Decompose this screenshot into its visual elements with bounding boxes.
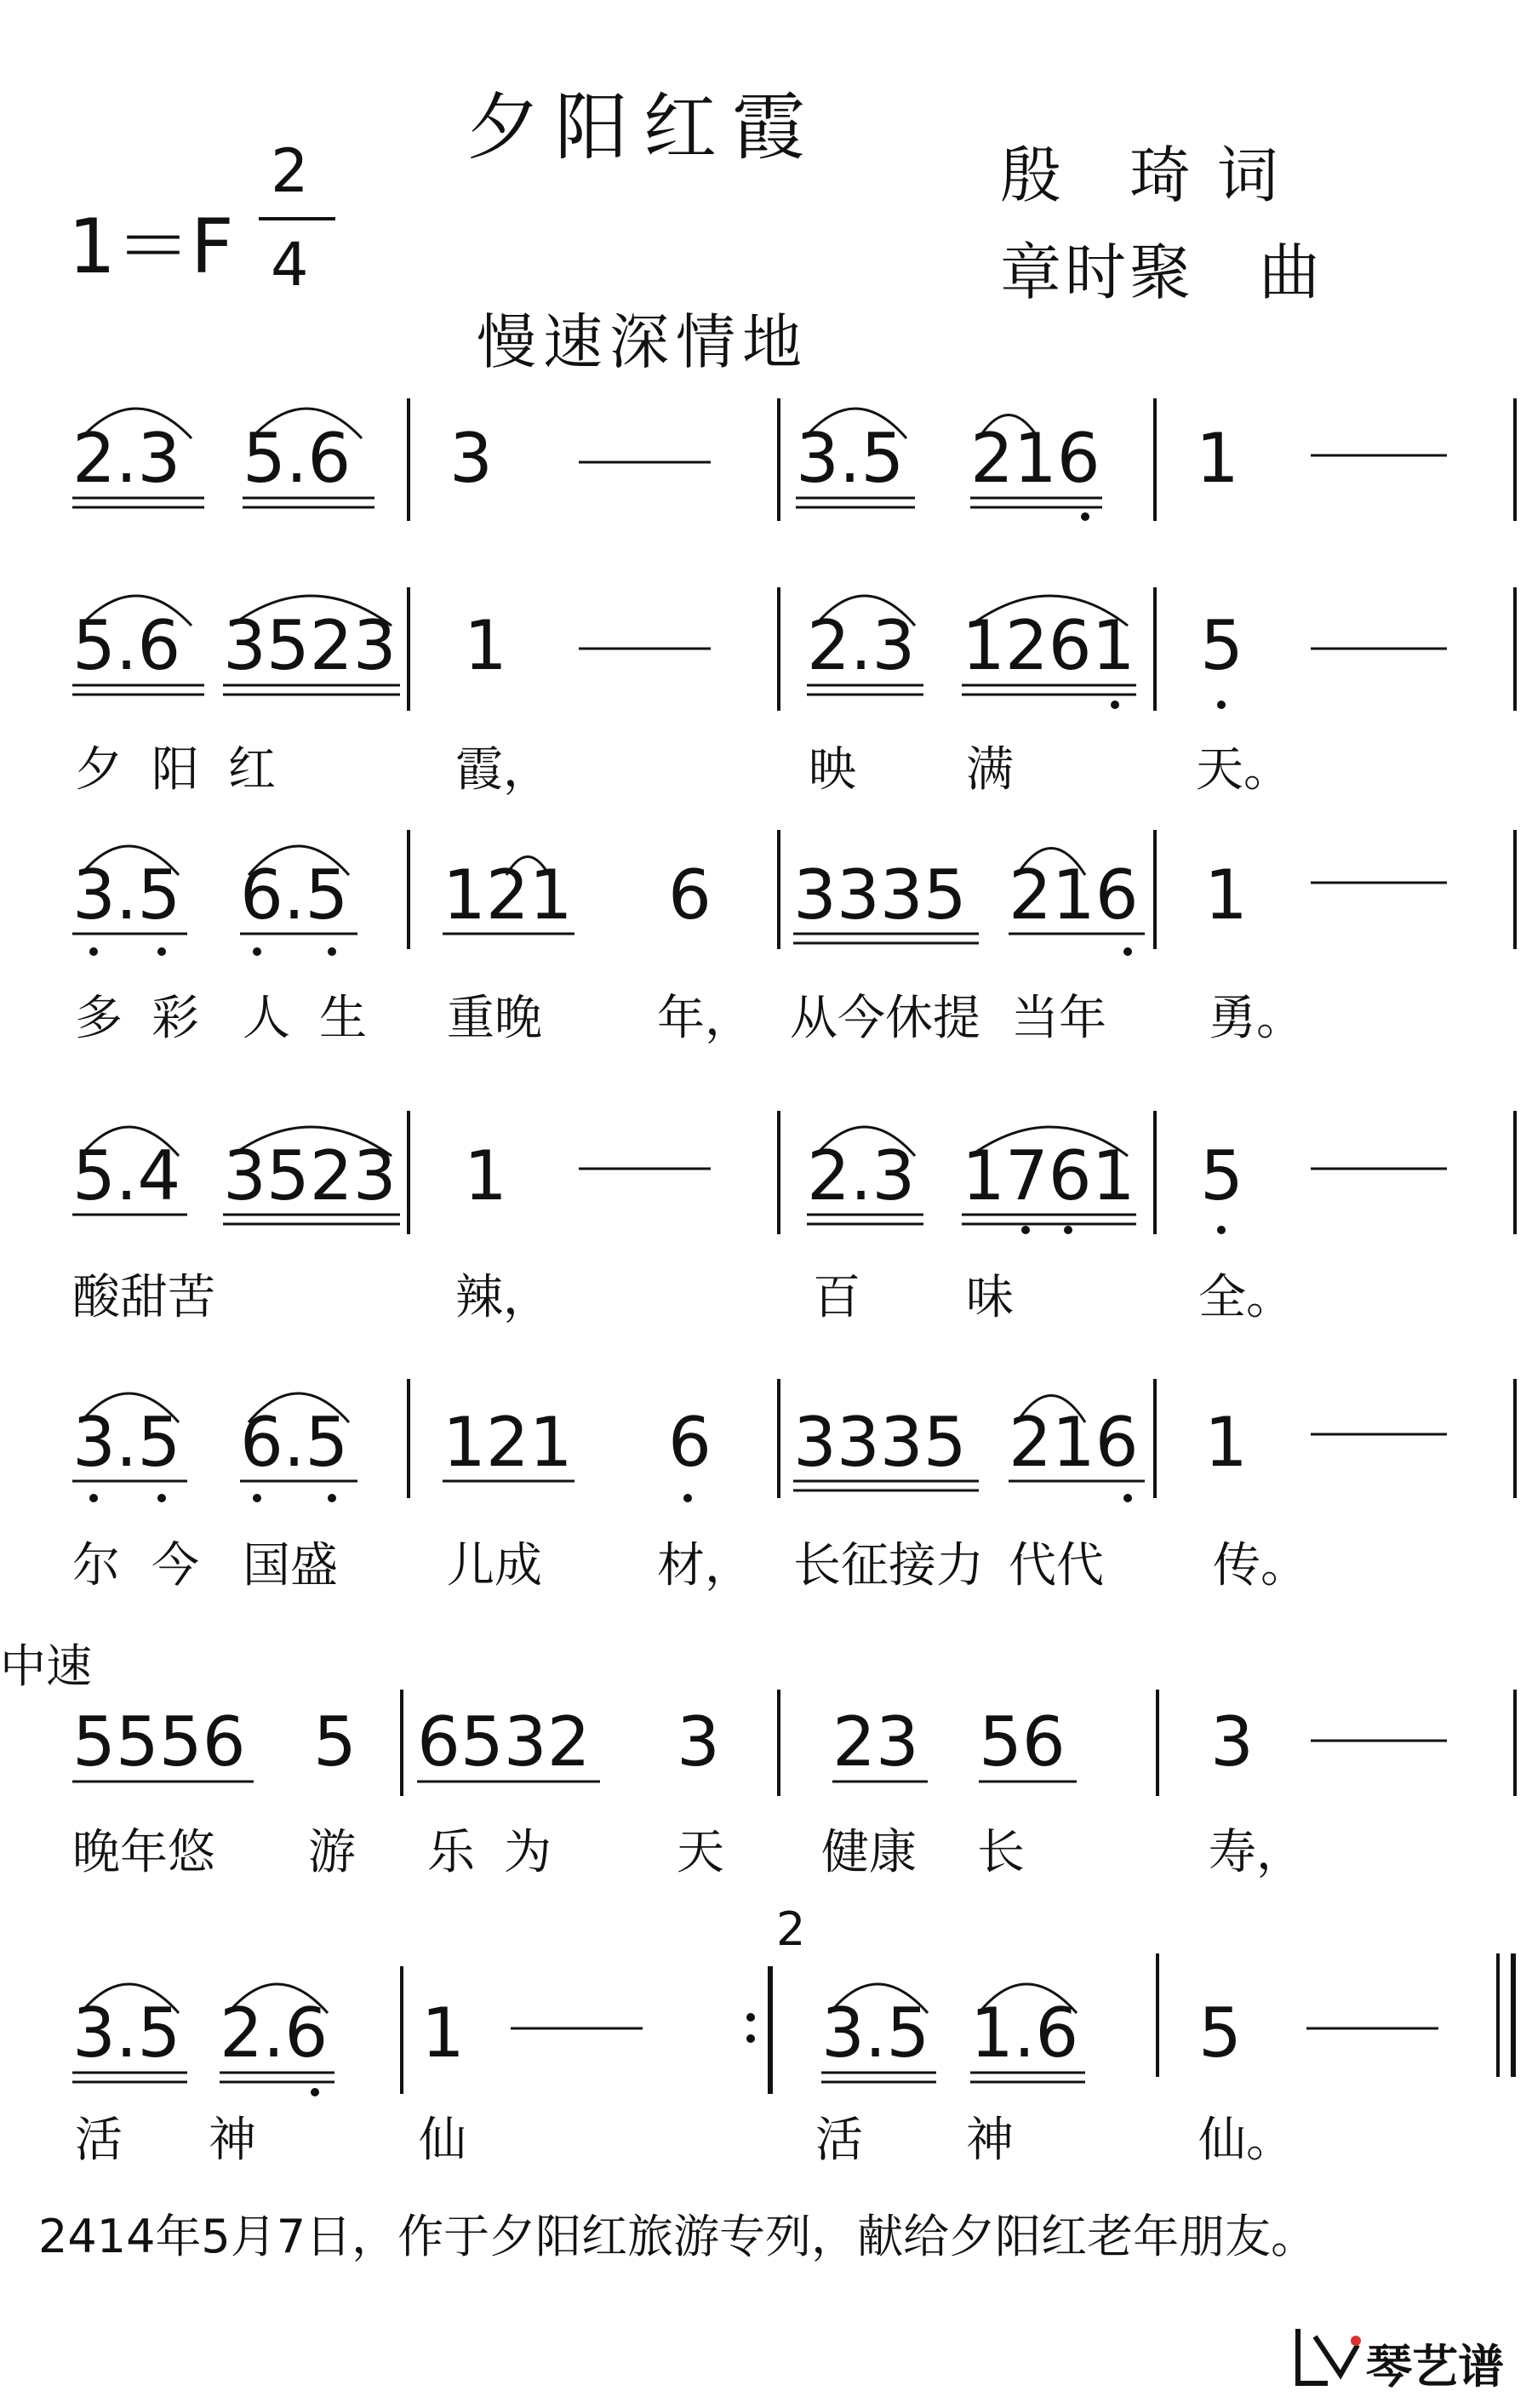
note-group: 56 (979, 1702, 1066, 1782)
note-group: 1 (464, 1136, 507, 1215)
lyricist-credit: 殷 琦 词 (1000, 140, 1282, 211)
lyric: 晚年悠 (72, 1825, 215, 1880)
lyric: 酸甜苦 (72, 1270, 215, 1325)
lyric: 游 (308, 1825, 356, 1880)
note-group: 3523 (223, 606, 397, 685)
note-group: 6 (668, 855, 712, 935)
note-group: 5 (1200, 606, 1243, 685)
note-group: 3.5 (72, 1993, 181, 2073)
logo-mark-icon (1298, 2329, 1361, 2383)
lyric: 彩 (151, 991, 199, 1046)
note-group: 216 (970, 419, 1100, 498)
lyric: 活 (75, 2113, 123, 2168)
note-group: 23 (832, 1702, 919, 1782)
lyric: 今 (151, 1538, 199, 1593)
lyric: 寿， (1209, 1825, 1304, 1880)
note-group: 5 (313, 1702, 357, 1782)
composition-note: 2414年5月7日，作于夕阳红旅游专列，献给夕阳红老年朋友。 (38, 2210, 1318, 2263)
time-signature-top: 2 (271, 136, 309, 206)
note-group: 5.4 (72, 1136, 181, 1215)
lyric: 阳 (151, 742, 199, 798)
note-group: 5.6 (72, 606, 181, 685)
note-group: 3335 (793, 855, 967, 935)
lyric: 为 (504, 1825, 552, 1880)
lyric: 百 (813, 1270, 860, 1325)
note-group: 5 (1200, 1136, 1243, 1215)
note-group: 3335 (793, 1403, 967, 1482)
key-signature: 1＝F (68, 203, 234, 290)
note-group: 3 (449, 419, 493, 498)
note-group: 121 (443, 855, 573, 935)
lyric: 生 (319, 991, 367, 1046)
lyric: 霞， (455, 742, 551, 798)
note-group: 3.5 (72, 1403, 181, 1482)
lyric: 传。 (1213, 1538, 1308, 1593)
note-group: 216 (1009, 855, 1139, 935)
lyric: 味 (966, 1270, 1014, 1325)
lyric: 夕 (75, 742, 123, 798)
note-group: 5 (1198, 1993, 1242, 2073)
note-group: 3.5 (72, 855, 181, 935)
note-group: 3 (677, 1702, 720, 1782)
lyric: 天 (677, 1825, 724, 1880)
lyric: 多 (75, 991, 123, 1046)
tempo-marking: 慢速深情地 (477, 307, 809, 377)
note-group: 3.5 (821, 1993, 930, 2073)
composer-credit: 章时聚 曲 (1000, 237, 1324, 308)
tempo-marking-moderato: 中速 (0, 1639, 92, 1693)
lyric: 重晚 (447, 991, 542, 1046)
note-group: 5.6 (243, 419, 352, 498)
lyric: 尔 (72, 1538, 120, 1593)
lyric: 活 (815, 2113, 863, 2168)
sustain-dashes (511, 455, 1447, 2028)
note-group: 6532 (417, 1702, 591, 1782)
note-group: 1.6 (970, 1993, 1079, 2073)
note-group: 3.5 (796, 419, 905, 498)
lyric: 映 (809, 742, 856, 798)
note-group: 2.3 (807, 606, 916, 685)
lyric: 儿成 (447, 1538, 542, 1593)
note-group: 2.6 (220, 1993, 329, 2073)
lyric: 年， (657, 991, 752, 1046)
note-group: 6 (668, 1403, 712, 1482)
note-group: 1261 (962, 606, 1135, 685)
note-group: 1 (421, 1993, 465, 2073)
lyric: 健康 (821, 1825, 917, 1880)
note-group: 121 (443, 1403, 573, 1482)
note-group: 6.5 (240, 1403, 349, 1482)
lyric: 满 (966, 742, 1014, 798)
note-group: 2.3 (807, 1136, 916, 1215)
note-group: 2.3 (72, 419, 181, 498)
note-group: 1 (1196, 419, 1239, 498)
lyric: 长征接力 (793, 1538, 984, 1593)
lyric: 乐 (427, 1825, 475, 1880)
underline-beams (72, 498, 1145, 2082)
note-group: 3 (1210, 1702, 1254, 1782)
lyric: 辣， (455, 1270, 551, 1325)
octave-dots (89, 512, 1226, 2096)
note-group: 5556 (72, 1702, 246, 1782)
lyric: 勇。 (1209, 991, 1304, 1046)
note-group: 6.5 (240, 855, 349, 935)
lyric: 神 (209, 2113, 256, 2168)
repeat-dots (746, 2013, 755, 2043)
note-group: 3523 (223, 1136, 397, 1215)
lyric: 人 (243, 991, 290, 1046)
song-title: 夕阳红霞 (466, 85, 820, 170)
volta-number: 2 (776, 1902, 806, 1956)
logo-text: 琴艺谱 (1366, 2340, 1504, 2394)
lyric: 红 (228, 742, 276, 798)
barlines (402, 398, 1515, 2094)
lyric: 全。 (1198, 1270, 1294, 1325)
lyric: 仙 (419, 2113, 466, 2168)
lyric: 从今休提 (790, 991, 980, 1046)
note-group: 1 (1204, 1403, 1248, 1482)
note-group: 1 (464, 606, 507, 685)
lyric: 长 (977, 1825, 1025, 1880)
note-group: 1761 (962, 1136, 1135, 1215)
lyric: 代代 (1009, 1538, 1104, 1593)
lyric: 国盛 (243, 1538, 338, 1593)
lyric: 天。 (1196, 742, 1291, 798)
lyric: 材， (657, 1538, 752, 1593)
lyric: 神 (966, 2113, 1014, 2168)
note-group: 1 (1204, 855, 1248, 935)
lyric: 仙。 (1198, 2113, 1294, 2168)
lyric: 当年 (1011, 991, 1106, 1046)
time-signature-bottom: 4 (271, 230, 309, 300)
note-group: 216 (1009, 1403, 1139, 1482)
